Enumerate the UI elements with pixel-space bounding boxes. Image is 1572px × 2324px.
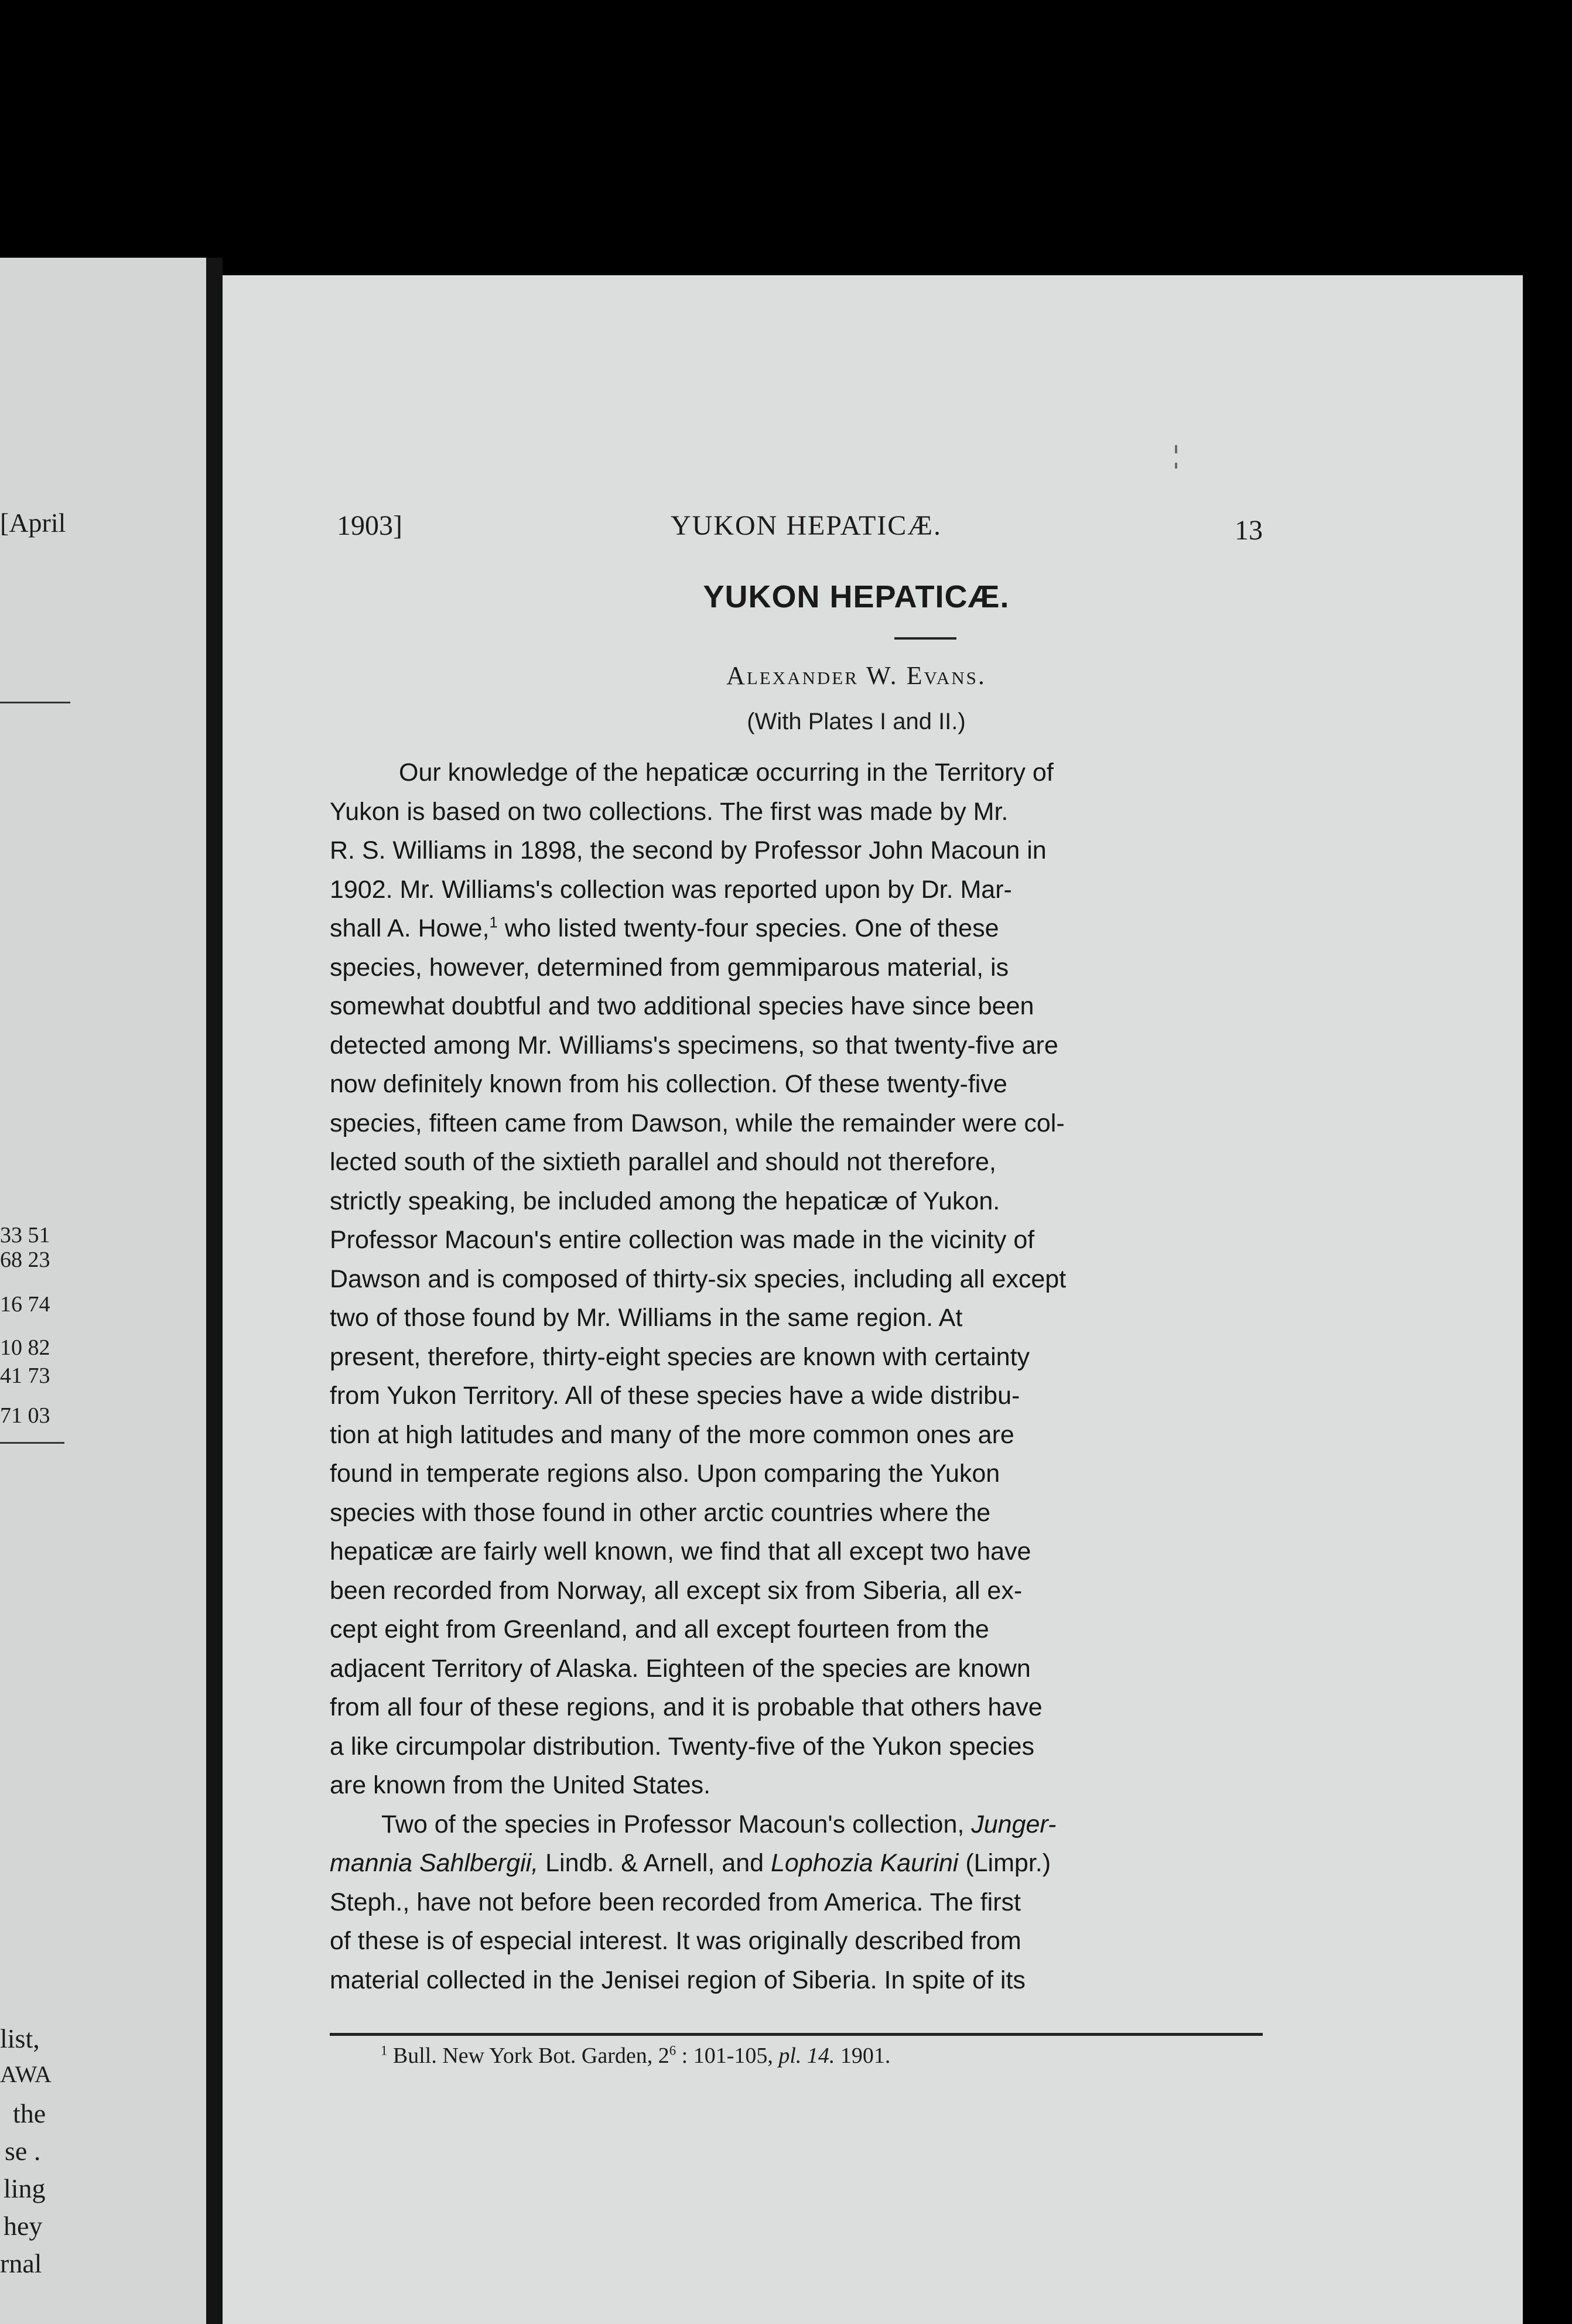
body-line [330,1805,1267,1844]
body-line: Yukon is based on two collections. The first was made by Mr. [330,797,1009,826]
prev-page-number: 33 51 [0,1223,50,1248]
species-name: Lophozia Kaurini [771,1849,959,1877]
speck [1175,463,1177,469]
body-text: who listed twenty-four species. One of these [504,914,999,942]
article-body [330,753,1267,2000]
body-line [330,909,1267,948]
body-line: hepaticæ are fairly well known, we find that all except two have [330,1537,1031,1566]
footnote-plate: pl. 14. [778,2043,835,2068]
body-line: been recorded from Norway, all except six from Siberia, all ex- [330,1576,1023,1605]
body-line: Professor Macoun's entire collection was made in the vicinity of [330,1226,1035,1254]
body-line: species with those found in other arctic countries where the [330,1498,991,1527]
prev-page-running-date: [April [0,508,66,538]
body-line: material collected in the Jenisei region of Siberia. In spite of its [330,1966,1026,1994]
prev-page-fragment: AWA [0,2061,52,2087]
prev-page-fragment: rnal [0,2248,42,2278]
body-line: two of those found by Mr. Williams in the same region. At [330,1304,963,1332]
plates-note: (With Plates I and II.) [747,709,966,734]
body-line: species, however, determined from gemmiparous material, is [330,953,1009,982]
book-gutter [206,258,223,2324]
prev-page-number: 10 82 [0,1335,50,1360]
prev-page-rule [0,1442,64,1444]
footnote-text: : 101-105, [681,2043,773,2068]
page-number: 13 [1235,515,1263,546]
speck [1175,445,1177,453]
body-line: found in temperate regions also. Upon comparing the Yukon [330,1460,1000,1488]
body-line: strictly speaking, be included among the hepaticæ of Yukon. [330,1187,1000,1215]
body-text: (Limpr.) [965,1849,1051,1877]
body-line [330,1844,1267,1883]
body-line: cept eight from Greenland, and all except fourteen from the [330,1615,989,1643]
prev-page-fragment: list, [0,2024,40,2053]
footnote-rule [330,2033,1263,2036]
prev-page-number: 71 03 [0,1403,50,1428]
body-line: from all four of these regions, and it is probable that others have [330,1693,1043,1721]
body-line: of these is of especial interest. It was originally described from [330,1927,1021,1955]
running-title: YUKON HEPATICÆ. [671,510,942,541]
prev-page-fragment: ling [4,2173,46,2203]
title-rule [894,637,956,640]
body-line: 1902. Mr. Williams's collection was reported upon by Dr. Mar- [330,875,1012,904]
article-author: Alexander W. Evans. [726,661,986,690]
body-line: lected south of the sixtieth parallel and should not therefore, [330,1148,996,1176]
species-name: mannia Sahlbergii, [330,1849,539,1877]
article-title: YUKON HEPATICÆ. [703,579,1010,614]
footnote [381,2043,890,2069]
body-line: now definitely known from his collection. Of these twenty-five [330,1070,1007,1098]
prev-page-fragment: the [13,2099,46,2128]
body-line: species, fifteen came from Dawson, while the remainder were col- [330,1109,1065,1137]
prev-page-number: 16 74 [0,1292,50,1317]
prev-page-rule [0,702,70,703]
body-line: detected among Mr. Williams's specimens, so that twenty-five are [330,1031,1058,1060]
footnote-reference: 1 [489,914,498,931]
previous-page-margin [0,258,206,2324]
prev-page-number: 41 73 [0,1363,50,1388]
footnote-text: Bull. New York Bot. Garden, 2 [392,2043,669,2068]
body-text: shall A. Howe, [330,914,490,942]
body-line: adjacent Territory of Alaska. Eighteen of the species are known [330,1654,1031,1683]
footnote-marker: 1 [381,2043,388,2058]
body-line: Our knowledge of the hepaticæ occurring in the Territory of [399,758,1054,787]
body-line: Dawson and is composed of thirty-six species, including all except [330,1264,1067,1293]
body-line: tion at high latitudes and many of the more common ones are [330,1420,1014,1449]
body-text: Lindb. & Arnell, and [545,1849,764,1877]
prev-page-fragment: se . [5,2136,41,2166]
body-line: somewhat doubtful and two additional species have since been [330,992,1034,1020]
prev-page-fragment: hey [4,2211,43,2241]
header-year: 1903] [337,510,402,541]
body-line: from Yukon Territory. All of these species have a wide distribu- [330,1382,1020,1410]
body-text: Two of the species in Professor Macoun's collection, [381,1810,965,1838]
body-line: a like circumpolar distribution. Twenty-five of the Yukon species [330,1732,1035,1761]
prev-page-number: 68 23 [0,1248,50,1272]
footnote-superscript: 6 [669,2043,676,2058]
body-line: R. S. Williams in 1898, the second by Professor John Macoun in [330,836,1047,864]
body-line: present, therefore, thirty-eight species are known with certainty [330,1342,1030,1371]
body-line: are known from the United States. [330,1771,711,1799]
footnote-year: 1901. [840,2043,891,2068]
species-name: Junger- [971,1810,1057,1838]
body-line: Steph., have not before been recorded from America. The first [330,1888,1021,1916]
